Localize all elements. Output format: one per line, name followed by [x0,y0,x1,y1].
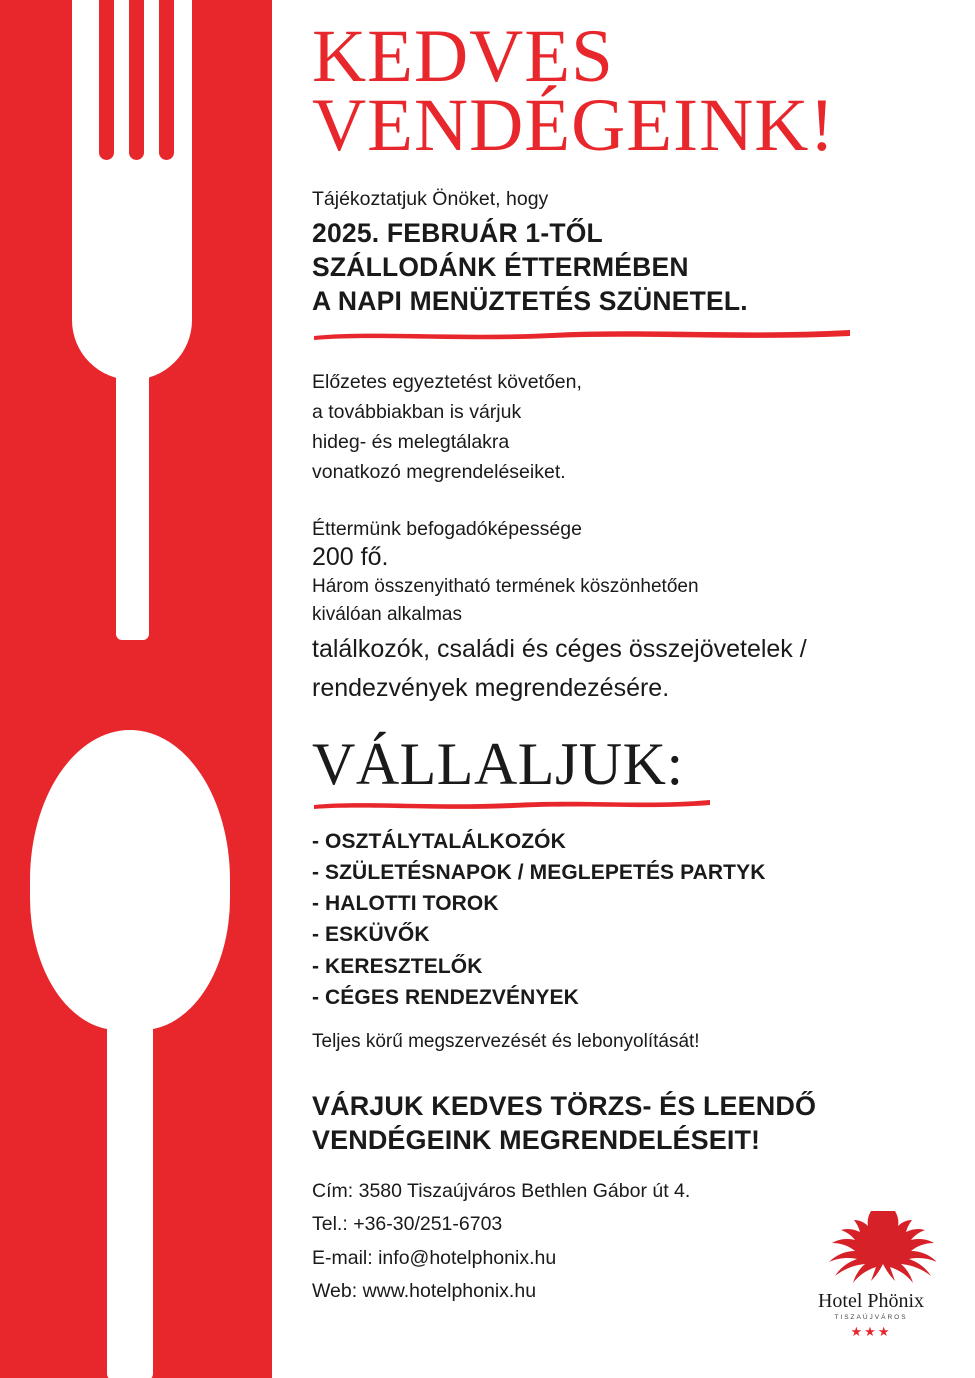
paragraph-line-1: Előzetes egyeztetést követően, [312,370,582,393]
capacity-big-line-2: rendezvények megrendezésére. [312,674,670,703]
contact-web-label: Web: [312,1280,358,1303]
services-list [312,826,937,1012]
hotel-logo [801,1205,941,1340]
list-item: - HALOTTI TOROK [312,892,499,916]
contact-phone-value[interactable]: +36-30/251-6703 [353,1213,503,1236]
capacity-value: 200 fő. [312,542,389,571]
page-title [312,15,937,167]
contact-address-row [312,1175,937,1209]
list-item: - CÉGES RENDEZVÉNYEK [312,985,579,1009]
contact-web-value[interactable]: www.hotelphonix.hu [362,1280,537,1303]
hotel-logo-name: Hotel Phönix [817,1290,925,1312]
paragraph-line-2: a továbbiakban is várjuk [312,400,522,423]
notice-line-1: 2025. FEBRUÁR 1-TŐL [312,218,603,248]
cta-line-1: VÁRJUK KEDVES TÖRZS- ÉS LEENDŐ [312,1090,817,1121]
brush-underline-1 [312,325,852,341]
headline-line-2: VENDÉGEINK! [312,84,836,167]
fork-slot [99,0,114,160]
cta-line-2: VENDÉGEINK MEGRENDELÉSEIT! [312,1124,761,1155]
spoon-bowl [30,730,230,1030]
hotel-logo-stars: ★★★ [850,1324,892,1339]
contact-email-value[interactable]: info@hotelphonix.hu [378,1246,557,1269]
notice-line-3: A NAPI MENÜZTETÉS SZÜNETEL. [312,285,748,316]
hotel-logo-subtitle: TISZAÚJVÁROS [834,1314,908,1321]
paragraph-line-4: vonatkozó megrendeléseiket. [312,461,566,484]
list-item: - SZÜLETÉSNAPOK / MEGLEPETÉS PARTYK [312,861,766,885]
fork-handle [116,320,149,640]
list-item: - KERESZTELŐK [312,954,483,978]
fork-illustration [72,0,192,630]
call-to-action [312,1089,937,1157]
contact-phone-label: Tel.: [312,1213,348,1236]
fork-slot [159,0,174,160]
services-title: VÁLLALJUK: [312,731,684,798]
lead-text: Tájékoztatjuk Önöket, hogy [312,188,549,210]
list-item: - ESKÜVŐK [312,923,430,947]
fork-slot [129,0,144,160]
notice-block [312,217,937,319]
spoon-handle [107,990,153,1378]
services-footnote: Teljes körű megszervezését és lebonyolítását! [312,1030,700,1052]
headline-line-1: KEDVES [312,15,614,98]
capacity-sub-line-2: kiválóan alkalmas [312,603,462,625]
capacity-block [312,518,937,707]
brush-underline-2 [312,796,712,810]
contact-email-label: E-mail: [312,1246,373,1269]
contact-address-value: 3580 Tiszaújváros Bethlen Gábor út 4. [358,1179,691,1202]
list-item: - OSZTÁLYTALÁLKOZÓK [312,830,566,854]
capacity-sub-line-1: Három összenyitható termének köszönhetően [312,576,699,598]
spoon-illustration [30,730,230,1378]
capacity-big-line-1: találkozók, családi és céges összejövetelek / [312,635,807,664]
capacity-label: Éttermünk befogadóképessége [312,517,582,540]
decorative-red-band [0,0,272,1378]
notice-line-2: SZÁLLODÁNK ÉTTERMÉBEN [312,251,689,282]
poster-content [272,0,975,1378]
paragraph-line-3: hideg- és melegtálakra [312,431,510,454]
phoenix-bird-icon [806,1205,936,1283]
paragraph-block [312,367,937,488]
contact-address-label: Cím: [312,1179,354,1202]
